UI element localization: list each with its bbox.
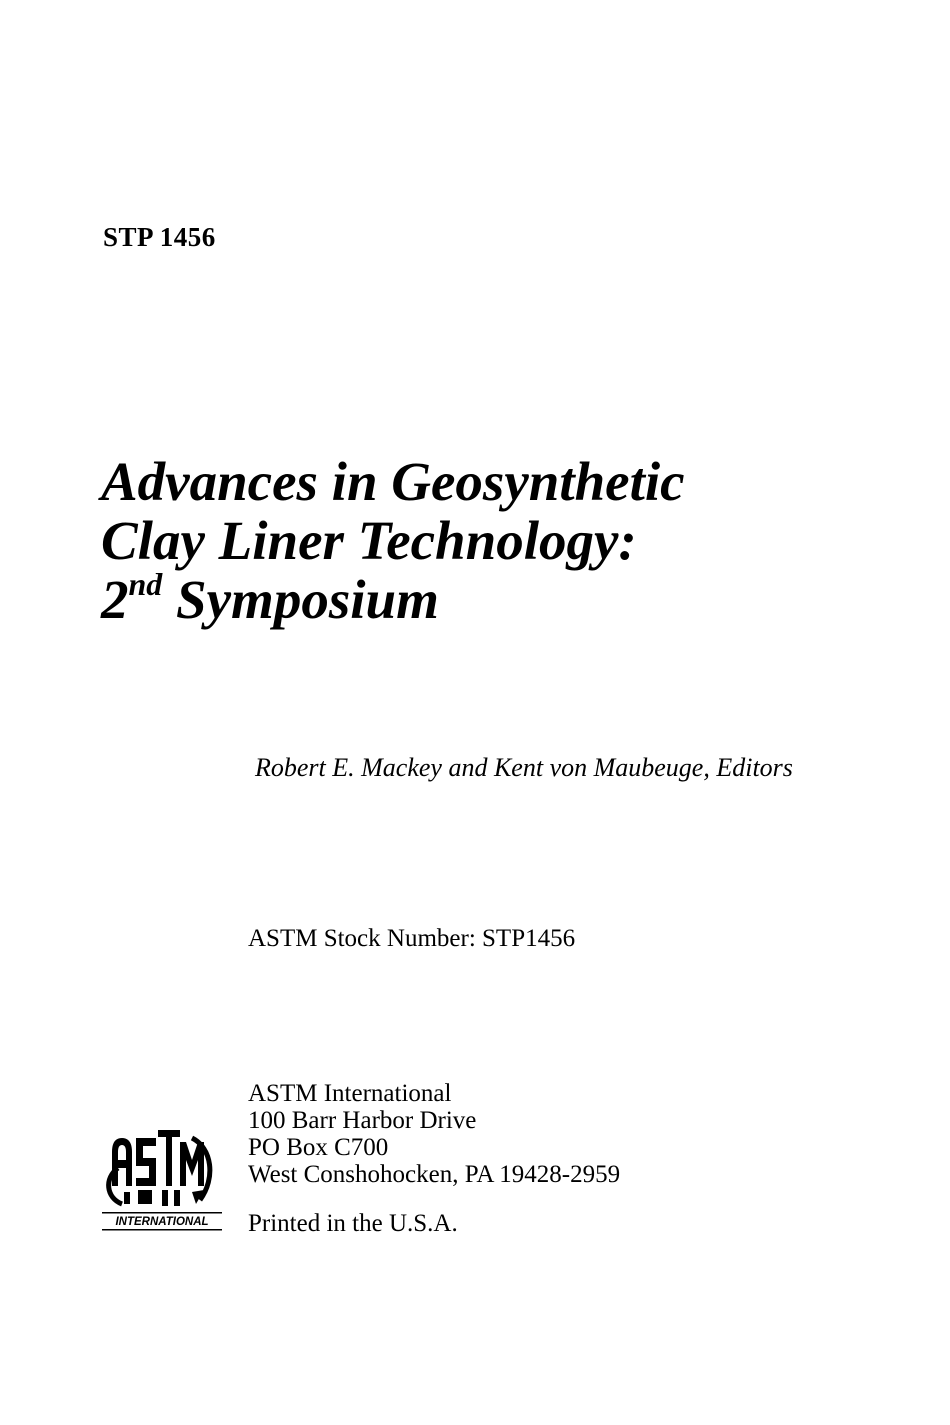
publisher-address <box>248 1080 620 1188</box>
publisher-name: ASTM International <box>248 1080 452 1107</box>
publisher-city: West Conshohocken, PA 19428-2959 <box>248 1161 621 1188</box>
title-ordinal-suffix: nd <box>128 565 163 602</box>
title-line-2: Clay Liner Technology: <box>101 510 637 571</box>
publisher-street: 100 Barr Harbor Drive <box>248 1107 477 1134</box>
title-ordinal: 2 <box>101 569 129 630</box>
logo-wordmark: INTERNATIONAL <box>115 1216 209 1228</box>
book-title <box>101 452 685 629</box>
stock-number: ASTM Stock Number: STP1456 <box>248 925 576 952</box>
editors-line: Robert E. Mackey and Kent von Maubeuge, Editors <box>255 753 793 782</box>
title-line-3 <box>101 565 685 630</box>
publisher-po-box: PO Box C700 <box>248 1134 389 1161</box>
title-line-1: Advances in Geosynthetic <box>101 451 685 512</box>
printed-in: Printed in the U.S.A. <box>248 1210 458 1237</box>
series-label: STP 1456 <box>103 222 216 252</box>
astm-international-logo-icon <box>100 1108 224 1238</box>
title-symposium: Symposium <box>162 569 439 630</box>
